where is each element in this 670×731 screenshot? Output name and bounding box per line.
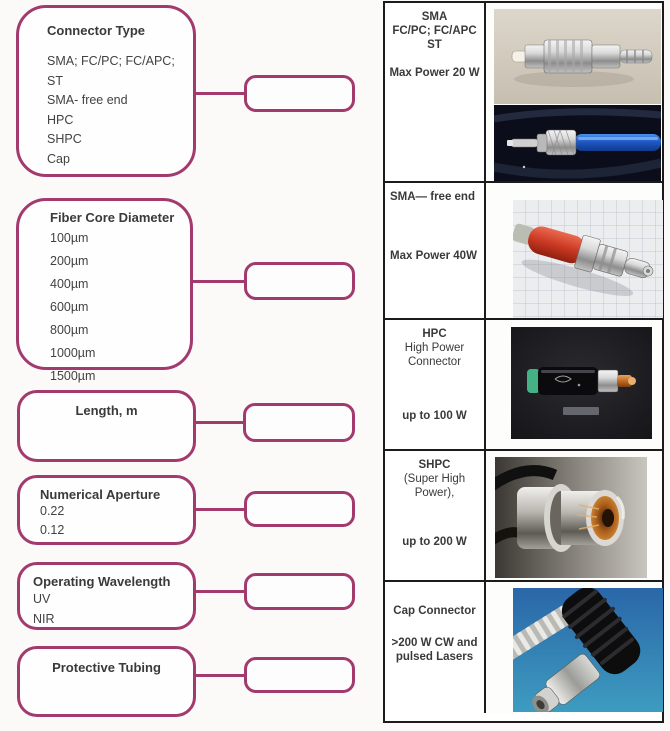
box-title: Numerical Aperture (40, 487, 161, 502)
sma-connector-blue-cable-photo (494, 105, 661, 181)
spec-cell (385, 320, 486, 449)
connector-subtitle: (Super High (403, 473, 466, 485)
box-title: Connector Type (47, 23, 145, 38)
operating-wavelength-box (17, 562, 196, 630)
spec-cell (385, 3, 486, 181)
max-power-label: Max Power 20 W (389, 67, 480, 79)
max-power-label: Max Power 40W (390, 250, 477, 262)
box-title: Fiber Core Diameter (50, 210, 175, 225)
connector-name: HPC (422, 328, 447, 340)
box-item: 600µm (50, 300, 89, 314)
connector-subtitle: High Power (404, 342, 465, 354)
answer-box-numerical-aperture (244, 491, 355, 527)
max-power-label: up to 100 W (402, 410, 467, 422)
fiber-core-diameter-box (16, 198, 193, 383)
connector-line (196, 421, 243, 424)
connector-type-box (16, 5, 196, 177)
max-power-label: up to 200 W (402, 536, 467, 548)
box-title: Length, m (75, 403, 138, 418)
spec-cell (385, 582, 486, 713)
connector-line (196, 590, 244, 593)
sma-free-end-red-boot-photo (513, 200, 663, 318)
cap-connector-armored-cable-photo (513, 588, 663, 712)
connector-name: SMA (421, 11, 448, 23)
max-power-label: >200 W CW and (391, 637, 478, 649)
answer-box-core-diameter (244, 262, 355, 300)
box-item: 0.12 (40, 523, 65, 537)
box-item: SMA; FC/PC; FC/APC; ST (47, 54, 175, 88)
table-row-sma-free-end (385, 183, 662, 320)
max-power-label: pulsed Lasers (395, 651, 474, 663)
box-item: 1500µm (50, 369, 96, 383)
spec-cell (385, 451, 486, 580)
fc-pc-adapter-photo (494, 9, 661, 104)
table-row-cap (385, 582, 662, 713)
table-row-sma-fcpc (385, 3, 662, 183)
connector-name: ST (427, 39, 442, 51)
box-item: SHPC (47, 132, 82, 146)
connector-line (196, 508, 244, 511)
photo-cell (486, 582, 662, 713)
box-item: HPC (47, 112, 74, 127)
box-item: 1000µm (50, 346, 96, 360)
box-item: 800µm (50, 323, 89, 337)
box-item: 400µm (50, 277, 89, 291)
answer-box-wavelength (244, 573, 355, 610)
box-item: 100µm (50, 231, 89, 245)
box-item: UV (33, 592, 51, 606)
table-row-hpc (385, 320, 662, 451)
protective-tubing-box (17, 646, 196, 717)
connector-subtitle: Power), (414, 487, 455, 499)
answer-box-connector-type (244, 75, 355, 112)
connector-name: SMA— free end (390, 191, 475, 203)
connector-name: FC/PC; FC/APC (392, 25, 477, 37)
connector-spec-table (383, 1, 664, 723)
answer-box-length (243, 403, 355, 442)
connector-line (193, 280, 244, 283)
connector-line (196, 92, 244, 95)
photo-cell (486, 3, 662, 181)
photo-cell (486, 320, 662, 449)
spec-cell (385, 183, 486, 318)
box-item: Cap (47, 151, 70, 166)
box-item: 200µm (50, 254, 89, 268)
connector-name: Cap Connector (393, 605, 476, 617)
box-item: NIR (33, 612, 55, 626)
box-item: SMA- free end (47, 93, 128, 107)
shpc-macro-connector-photo (495, 457, 647, 578)
connector-subtitle: Connector (407, 356, 462, 368)
photo-cell (486, 451, 662, 580)
table-row-shpc (385, 451, 662, 582)
photo-cell (486, 183, 662, 318)
length-box (17, 390, 196, 462)
box-item: 0.22 (40, 504, 65, 518)
box-title: Operating Wavelength (33, 574, 171, 589)
hpc-black-connector-photo (511, 327, 652, 439)
connector-line (196, 674, 244, 677)
box-title: Protective Tubing (52, 660, 161, 675)
connector-name: SHPC (418, 459, 451, 471)
answer-box-protective-tubing (244, 657, 355, 693)
numerical-aperture-box (17, 475, 196, 545)
